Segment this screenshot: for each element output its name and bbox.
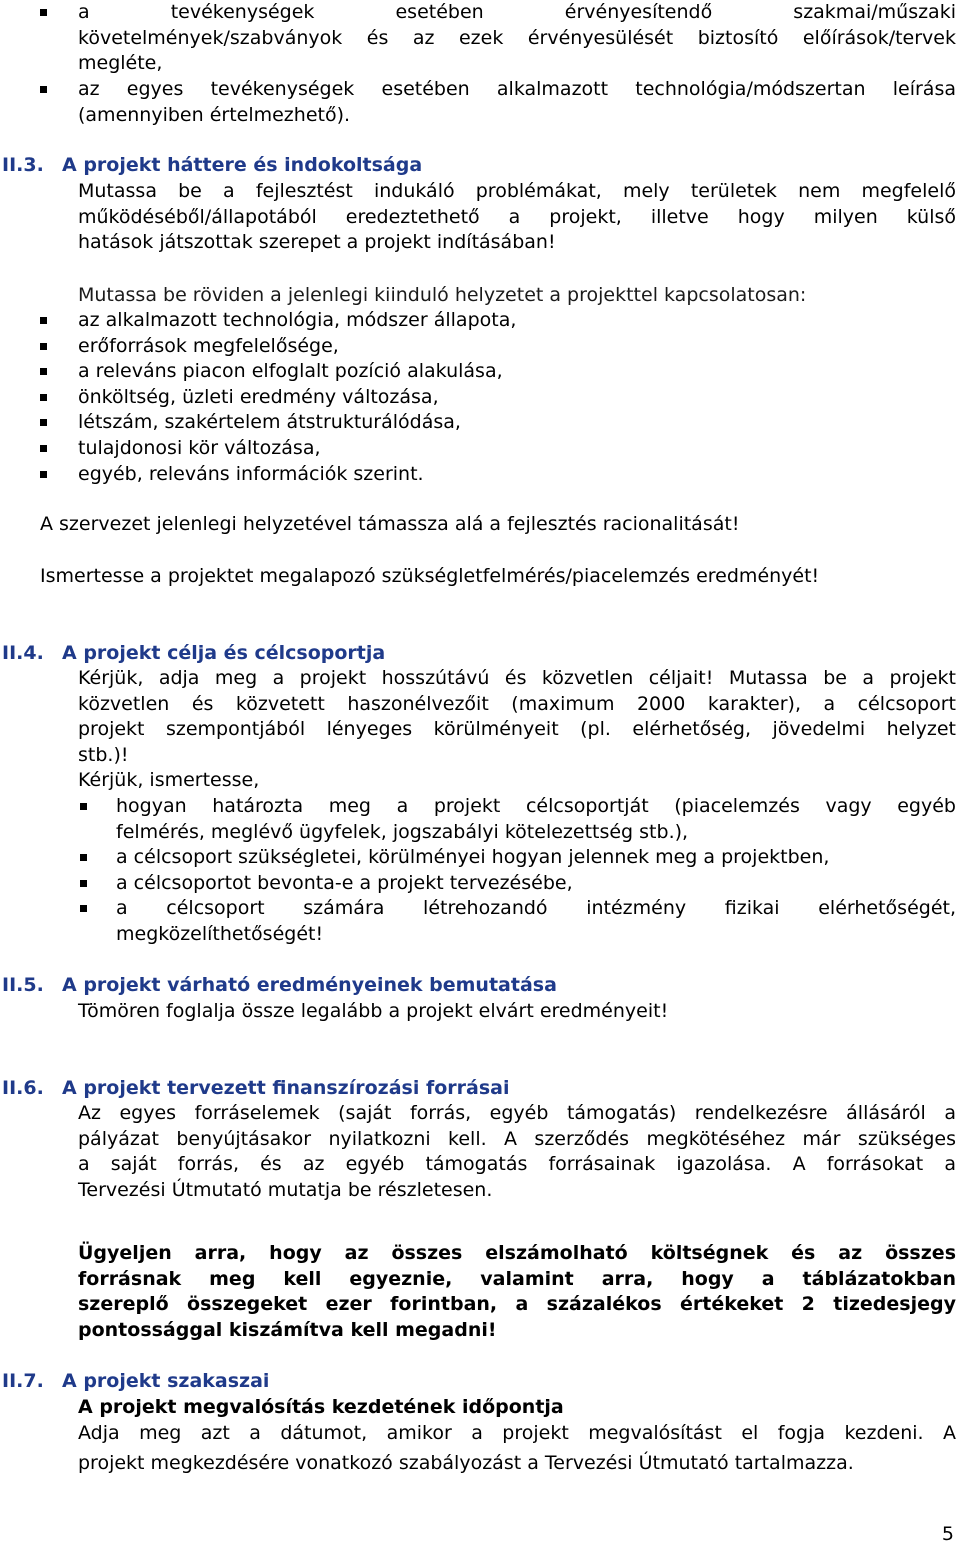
list-item: önköltség, üzleti eredmény változása, [78,385,439,408]
list-item: követelmények/szabványok és az ezek érvényesülését biztosító előírások/tervek [78,26,956,49]
section-text: Az egyes forráselemek (saját forrás, egyéb támogatás) rendelkezésre állásáról a [78,1102,956,1124]
warning-text: forrásnak meg kell egyeznie, valamint arra, hogy a táblázatokban [78,1267,956,1290]
page-number: 5 [941,1523,954,1546]
square-bullet-icon [40,317,47,324]
section-intro: Mutassa be a fejlesztést indukáló problémákat, mely területek nem megfelelő [78,180,956,202]
list-item: tulajdonosi kör változása, [78,437,321,459]
section-text: projekt szempontjából lényeges körülményeit (pl. elérhetőség, jövedelmi helyzet [78,718,956,741]
section-title: A projekt várható eredményeinek bemutatása [62,974,557,996]
section-number: II.4. [2,642,44,664]
square-bullet-icon [40,368,47,375]
section-title: A projekt célja és célcsoportja [62,642,386,664]
list-item: (amennyiben értelmezhető). [78,103,351,126]
square-bullet-icon [80,803,87,810]
warning-text: Ügyeljen arra, hogy az összes elszámolható költségnek és az összes [78,1242,956,1264]
square-bullet-icon [40,394,47,401]
list-item: felmérés, meglévő ügyfelek, jogszabályi kötelezettség stb.), [116,820,689,843]
section-number: II.6. [2,1077,44,1099]
square-bullet-icon [80,905,87,912]
list-item: a célcsoportot bevonta-e a projekt tervezésébe, [116,871,573,894]
square-bullet-icon [40,471,47,478]
section-title: A projekt tervezett finanszírozási forrásai [62,1077,510,1099]
section-text: projekt megkezdésére vonatkozó szabályozást a Tervezési Útmutató tartalmazza. [78,1452,854,1474]
warning-text: szereplő összegeket ezer forintban, a százalékos értékeket 2 tizedesjegy [78,1293,956,1316]
list-lead: Kérjük, ismertesse, [78,769,260,792]
square-bullet-icon [80,880,87,887]
section-number: II.3. [2,154,44,176]
section-text: Adja meg azt a dátumot, amikor a projekt megvalósítást el fogja kezdeni. A [78,1421,956,1444]
section-text: Tervezési Útmutató mutatja be részletesen. [78,1178,493,1201]
section-number: II.7. [2,1370,44,1392]
paragraph: Ismertesse a projektet megalapozó szükségletfelmérés/piacelemzés eredményét! [40,565,820,587]
square-bullet-icon [40,9,47,16]
square-bullet-icon [40,343,47,350]
square-bullet-icon [40,445,47,452]
list-item: hogyan határozta meg a projekt célcsoportját (piacelemzés vagy egyéb [116,795,956,817]
section-intro: működéséből/állapotából eredeztethető a projekt, illetve hogy milyen külső [78,205,956,228]
list-item: erőforrások megfelelősége, [78,334,339,357]
section-title: A projekt háttere és indokoltsága [62,154,423,176]
list-item: a célcsoport szükségletei, körülményei hogyan jelennek meg a projektben, [116,846,830,869]
section-text: stb.)! [78,743,129,766]
section-number: II.5. [2,974,44,996]
list-item: a célcsoport számára létrehozandó intézmény fizikai elérhetőségét, [116,897,956,920]
list-item: a releváns piacon elfoglalt pozíció alakulása, [78,360,503,383]
section-title: A projekt szakaszai [62,1370,270,1392]
section-text: a saját forrás, és az egyéb támogatás forrásainak igazolása. A forrásokat a [78,1153,956,1176]
square-bullet-icon [80,854,87,861]
list-item: megközelíthetőségét! [116,923,324,945]
paragraph: A szervezet jelenlegi helyzetével támassza alá a fejlesztés racionalitását! [40,513,740,535]
list-item: az alkalmazott technológia, módszer állapota, [78,309,517,331]
section-intro: hatások játszottak szerepet a projekt indításában! [78,231,556,254]
section-text: pályázat benyújtásakor nyilatkozni kell. A szerződés megkötéséhez már szükséges [78,1127,956,1150]
list-item: megléte, [78,52,163,75]
section-text: Kérjük, adja meg a projekt hosszútávú és közvetlen céljait! Mutassa be a projekt [78,667,956,689]
list-item: egyéb, releváns információk szerint. [78,462,424,485]
list-lead: Mutassa be röviden a jelenlegi kiinduló helyzetet a projekttel kapcsolatosan: [78,284,807,306]
list-item: létszám, szakértelem átstrukturálódása, [78,411,461,434]
section-text: közvetlen és közvetett haszonélvezőit (maximum 2000 karakter), a célcsoport [78,692,956,715]
subsection-title: A projekt megvalósítás kezdetének időpontja [78,1396,564,1418]
square-bullet-icon [40,419,47,426]
warning-text: pontossággal kiszámítva kell megadni! [78,1318,497,1341]
square-bullet-icon [40,86,47,93]
list-item: a tevékenységek esetében érvényesítendő szakmai/műszaki [78,1,956,23]
list-item: az egyes tevékenységek esetében alkalmazott technológia/módszertan leírása [78,78,956,100]
section-text: Tömören foglalja össze legalább a projekt elvárt eredményeit! [78,1000,669,1022]
